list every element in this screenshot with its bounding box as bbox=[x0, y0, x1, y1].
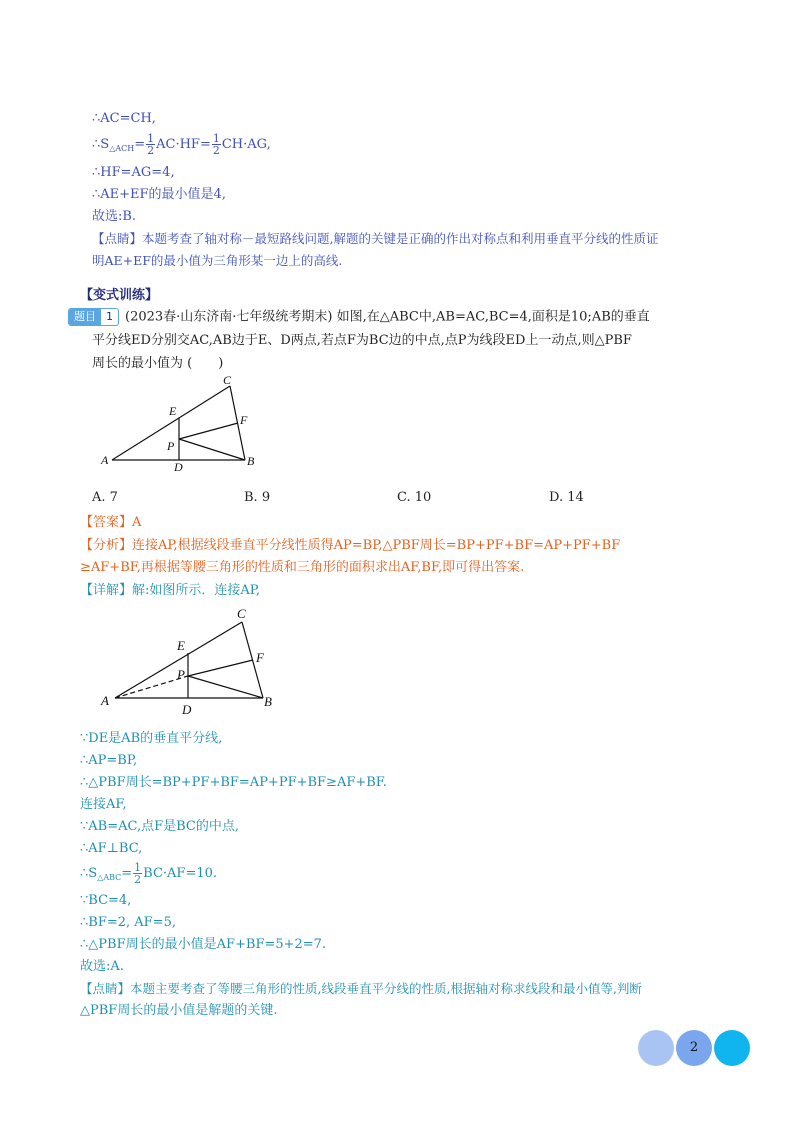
label-B: B bbox=[247, 454, 255, 468]
label-P: P bbox=[167, 439, 175, 453]
area-subscript: △ABC bbox=[97, 873, 122, 882]
label-F: F bbox=[240, 413, 248, 427]
area-subscript: △ACH bbox=[109, 144, 135, 153]
fraction-half-2 bbox=[212, 133, 221, 156]
comment-line-1: 【点睛】本题考查了轴对称－最短路线问题,解题的关键是正确的作出对称点和利用垂直平分线的性质证 bbox=[92, 231, 659, 246]
fraction-numerator: 1 bbox=[147, 132, 155, 145]
question-line-3: 周长的最小值为 ( ) bbox=[92, 356, 224, 371]
label-D: D bbox=[174, 460, 183, 472]
label-B: B bbox=[264, 694, 272, 709]
solution-line-2-part: AC·HF= bbox=[156, 137, 211, 152]
question-line-2: 平分线ED分别交AC,AB边于E、D两点,若点F为BC边的中点,点P为线段ED上一动点,则△PBF bbox=[92, 333, 632, 348]
segment-PB bbox=[188, 676, 263, 698]
label-A: A bbox=[101, 693, 109, 708]
question-badge bbox=[68, 308, 119, 326]
fraction-denominator: 2 bbox=[212, 144, 220, 157]
final-comment-line-1: 【点睛】本题主要考查了等腰三角形的性质,线段垂直平分线的性质,根据轴对称求线段和最小值等,判断 bbox=[80, 981, 642, 996]
detail-line-8: ∵BC=4, bbox=[80, 893, 132, 908]
final-comment-line-2: △PBF周长的最小值是解题的关键. bbox=[80, 1003, 278, 1018]
fraction-half bbox=[146, 133, 155, 156]
detail-line-7 bbox=[80, 862, 217, 887]
question-figure bbox=[95, 372, 270, 472]
equals-sign: = bbox=[121, 866, 133, 881]
option-d[interactable]: D. 14 bbox=[549, 490, 584, 505]
area-symbol: ∴S bbox=[80, 866, 98, 881]
detail-line-1: ∵DE是AB的垂直平分线, bbox=[80, 731, 223, 746]
area-symbol: ∴S bbox=[92, 137, 110, 152]
solution-line-4: ∴AE+EF的最小值是4, bbox=[92, 187, 226, 202]
equals-sign: = bbox=[134, 137, 146, 152]
detail-line-4: 连接AF, bbox=[80, 797, 127, 812]
answer-line: 【答案】A bbox=[80, 515, 142, 530]
page-number-badge bbox=[638, 1030, 750, 1066]
label-E: E bbox=[177, 638, 185, 653]
fraction-denominator: 2 bbox=[147, 144, 155, 157]
section-title: 【变式训练】 bbox=[80, 288, 159, 303]
label-C: C bbox=[237, 606, 246, 621]
badge-number: 1 bbox=[106, 310, 113, 323]
solution-line-5: 故选:B. bbox=[92, 209, 137, 224]
solution-line-3: ∴HF=AG=4, bbox=[92, 165, 175, 180]
segment-PF bbox=[179, 423, 238, 439]
detail-line-10: ∴△PBF周长的最小值是AF+BF=5+2=7. bbox=[80, 937, 327, 952]
detail-intro: 【详解】解:如图所示．连接AP, bbox=[80, 583, 261, 598]
detail-line-2: ∴AP=BP, bbox=[80, 753, 138, 768]
analysis-line-1: 【分析】连接AP,根据线段垂直平分线性质得AP=BP,△PBF周长=BP+PF+BF=AP+PF+BF bbox=[80, 538, 621, 553]
badge-label: 题目 bbox=[69, 309, 101, 325]
fraction-numerator: 1 bbox=[212, 132, 220, 145]
option-a[interactable]: A. 7 bbox=[92, 490, 118, 505]
question-text-1: (2023春·山东济南·七年级统考期末) 如图,在△ABC中,AB=AC,BC=4,面积是10;AB的垂直 bbox=[125, 309, 650, 325]
detail-line-11: 故选:A. bbox=[80, 959, 124, 974]
solution-line-2 bbox=[92, 133, 271, 158]
detail-line-9: ∴BF=2, AF=5, bbox=[80, 915, 176, 930]
detail-line-7-end: BC·AF=10. bbox=[143, 866, 218, 881]
detail-line-6: ∴AF⊥BC, bbox=[80, 841, 143, 856]
decor-circle-right bbox=[714, 1030, 750, 1066]
label-E: E bbox=[169, 404, 177, 418]
solution-line-2-end: CH·AG, bbox=[221, 137, 271, 152]
analysis-line-2: ≥AF+BF,再根据等腰三角形的性质和三角形的面积求出AF,BF,即可得出答案. bbox=[80, 560, 525, 575]
question-line-1 bbox=[68, 308, 650, 327]
comment-line-2: 明AE+EF的最小值为三角形某一边上的高线. bbox=[92, 253, 343, 268]
fraction-numerator: 1 bbox=[134, 861, 142, 874]
label-C: C bbox=[223, 373, 232, 387]
detail-line-3: ∴△PBF周长=BP+PF+BF=AP+PF+BF≥AF+BF. bbox=[80, 775, 387, 790]
decor-circle-left bbox=[638, 1030, 674, 1066]
fraction-denominator: 2 bbox=[134, 873, 142, 886]
detail-figure bbox=[98, 602, 283, 720]
solution-line-1: ∴AC=CH, bbox=[92, 111, 156, 126]
label-A: A bbox=[101, 453, 109, 467]
label-P: P bbox=[177, 667, 185, 682]
detail-line-5: ∵AB=AC,点F是BC的中点, bbox=[80, 819, 240, 834]
fraction-half bbox=[133, 862, 142, 885]
page-number: 2 bbox=[689, 1040, 699, 1055]
option-b[interactable]: B. 9 bbox=[244, 490, 271, 505]
option-c[interactable]: C. 10 bbox=[397, 490, 432, 505]
segment-PB bbox=[179, 439, 245, 460]
label-F: F bbox=[256, 650, 264, 665]
segment-PF bbox=[188, 660, 253, 676]
label-D: D bbox=[182, 702, 192, 717]
